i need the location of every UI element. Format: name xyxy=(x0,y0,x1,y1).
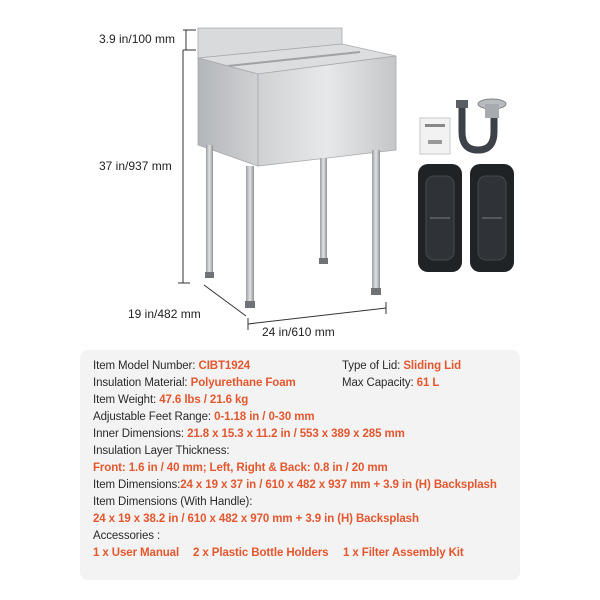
accessory-item: 1 x User Manual xyxy=(93,547,180,559)
width-label: 24 in/610 mm xyxy=(262,325,335,339)
model-row: Item Model Number: CIBT1924 xyxy=(93,360,251,372)
depth-label: 19 in/482 mm xyxy=(128,307,201,321)
capacity-value: 61 L xyxy=(416,377,440,389)
thickness-label: Insulation Layer Thickness: xyxy=(93,445,230,457)
capacity-row: Max Capacity: 61 L xyxy=(342,377,440,389)
inner-value: 21.8 x 15.3 x 11.2 in / 553 x 389 x 285 mm xyxy=(187,428,405,440)
lid-row: Type of Lid: Sliding Lid xyxy=(342,360,462,372)
item-dims-row: Item Dimensions:24 x 19 x 37 in / 610 x 482 x 937 mm + 3.9 in (H) Backsplash xyxy=(93,479,497,491)
handle-value: 24 x 19 x 38.2 in / 610 x 482 x 970 mm + 3.9 in (H) Backsplash xyxy=(93,513,419,525)
backsplash-height-label: 3.9 in/100 mm xyxy=(99,32,176,46)
thickness-value: Front: 1.6 in / 40 mm; Left, Right & Back: 0.8 in / 20 mm xyxy=(93,462,388,474)
specs-panel xyxy=(80,350,520,580)
lid-value: Sliding Lid xyxy=(403,360,462,372)
overall-height-label: 37 in/937 mm xyxy=(99,159,172,173)
insulation-row: Insulation Material: Polyurethane Foam xyxy=(93,377,296,389)
handle-label: Item Dimensions (With Handle): xyxy=(93,496,253,508)
feet-row: Adjustable Feet Range: 0-1.18 in / 0-30 mm xyxy=(93,411,315,423)
accessory-item: 1 x Filter Assembly Kit xyxy=(343,547,464,559)
bottle-holder-icon xyxy=(418,164,462,272)
user-manual-icon xyxy=(420,118,450,154)
weight-row: Item Weight: 47.6 lbs / 21.6 kg xyxy=(93,394,249,406)
bottle-holder-icon xyxy=(470,164,514,272)
insulation-value: Polyurethane Foam xyxy=(190,377,296,389)
accessories-label: Accessories : xyxy=(93,530,161,542)
weight-value: 47.6 lbs / 21.6 kg xyxy=(159,394,249,406)
inner-row: Inner Dimensions: 21.8 x 15.3 x 11.2 in / 553 x 389 x 285 mm xyxy=(93,428,405,440)
accessory-item: 2 x Plastic Bottle Holders xyxy=(193,547,329,559)
feet-value: 0-1.18 in / 0-30 mm xyxy=(214,411,315,423)
strainer-icon xyxy=(478,99,506,118)
item-dims-value: 24 x 19 x 37 in / 610 x 482 x 937 mm + 3.9 in (H) Backsplash xyxy=(180,479,497,491)
model-value: CIBT1924 xyxy=(198,360,251,372)
